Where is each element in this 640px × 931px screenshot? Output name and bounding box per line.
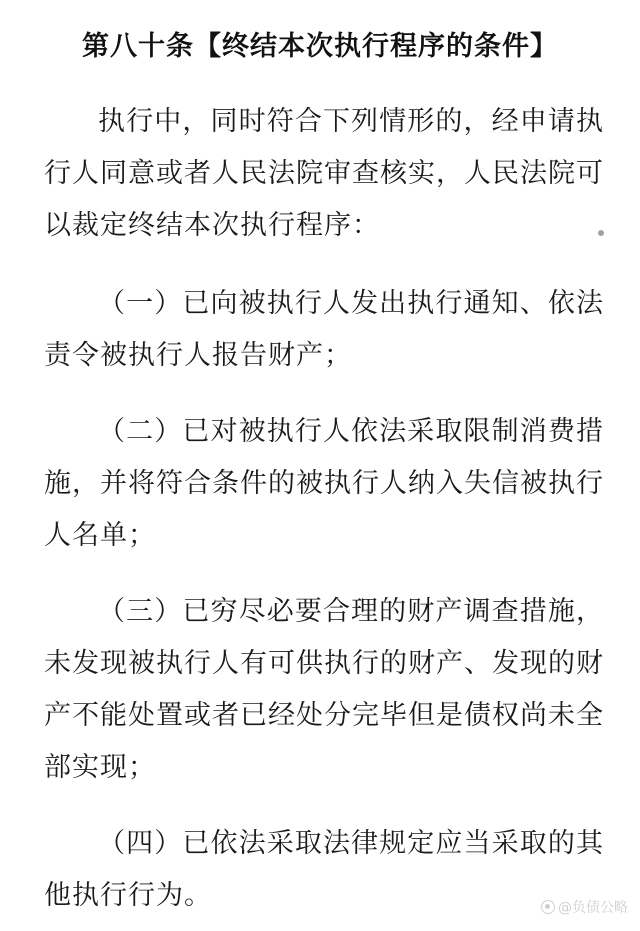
paragraph-intro: 执行中，同时符合下列情形的，经申请执行人同意或者人民法院审查核实，人民法院可以裁定终结本次执行程序：: [44, 106, 604, 241]
paragraph-item-4: （四）已依法采取法律规定应当采取的其他执行行为。: [44, 828, 604, 911]
paragraph-item-1: （一）已向被执行人发出执行通知、依法责令被执行人报告财产；: [44, 288, 604, 371]
paragraph-item-3: （三）已穷尽必要合理的财产调查措施，未发现被执行人有可供执行的财产、发现的财产不能处置或者已经处分完毕但是债权尚未全部实现；: [44, 596, 604, 783]
scroll-dot-indicator: [598, 230, 604, 236]
watermark: [541, 897, 628, 917]
article-title: 第八十条【终结本次执行程序的条件】: [82, 31, 558, 62]
paragraph-item-2: （二）已对被执行人依法采取限制消费措施，并将符合条件的被执行人纳入失信被执行人名单；: [44, 416, 604, 551]
watermark-text: @负债公略: [558, 900, 628, 916]
watermark-logo-icon: [541, 900, 555, 914]
